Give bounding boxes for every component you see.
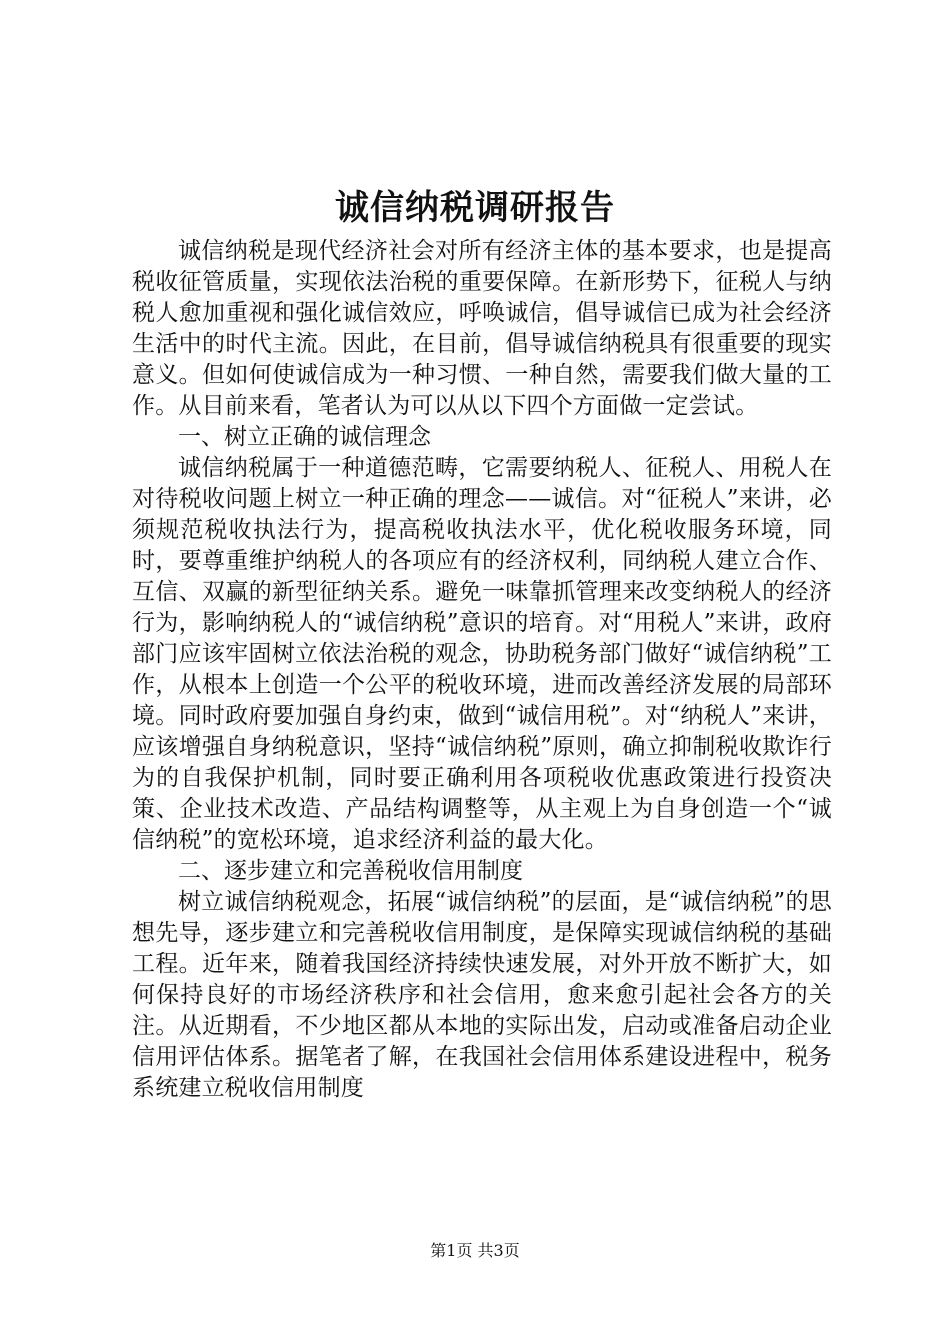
document-title: 诚信纳税调研报告: [335, 188, 615, 228]
section-heading-2: 二、逐步建立和完善税收信用制度: [178, 858, 523, 884]
page-number-footer: 第1页 共3页: [430, 1241, 520, 1260]
section-2-paragraph: 树立诚信纳税观念，拓展“诚信纳税”的层面，是“诚信纳税”的思想先导，逐步建立和完善税收信用制度，是保障实现诚信纳税的基础工程。近年来，随着我国经济持续快速发展，对外开放不断扩大，如何保持良好的市场经济秩序和社会信用，愈来愈引起社会各方的关注。从近期看，不少地区都从本地的实际出发，启动或准备启动企业信用评估体系。据笔者了解，在我国社会信用体系建设进程中，税务系统建立税收信用制度: [132, 889, 832, 1101]
section-heading-1: 一、树立正确的诚信理念: [178, 424, 431, 450]
intro-paragraph: 诚信纳税是现代经济社会对所有经济主体的基本要求，也是提高税收征管质量，实现依法治税的重要保障。在新形势下，征税人与纳税人愈加重视和强化诚信效应，呼唤诚信，倡导诚信已成为社会经济生活中的时代主流。因此，在目前，倡导诚信纳税具有很重要的现实意义。但如何使诚信成为一种习惯、一种自然，需要我们做大量的工作。从目前来看，笔者认为可以从以下四个方面做一定尝试。: [132, 238, 832, 419]
section-1-paragraph: 诚信纳税属于一种道德范畴，它需要纳税人、征税人、用税人在对待税收问题上树立一种正确的理念——诚信。对“征税人”来讲，必须规范税收执法行为，提高税收执法水平，优化税收服务环境，同时，要尊重维护纳税人的各项应有的经济权利，同纳税人建立合作、互信、双赢的新型征纳关系。避免一味靠抓管理来改变纳税人的经济行为，影响纳税人的“诚信纳税”意识的培育。对“用税人”来讲，政府部门应该牢固树立依法治税的观念，协助税务部门做好“诚信纳税”工作，从根本上创造一个公平的税收环境，进而改善经济发展的局部环境。同时政府要加强自身约束，做到“诚信用税”。对“纳税人”来讲，应该增强自身纳税意识，坚持“诚信纳税”原则，确立抑制税收欺诈行为的自我保护机制，同时要正确利用各项税收优惠政策进行投资决策、企业技术改造、产品结构调整等，从主观上为自身创造一个“诚信纳税”的宽松环境，追求经济利益的最大化。: [132, 455, 832, 853]
document-body: [132, 236, 832, 1104]
